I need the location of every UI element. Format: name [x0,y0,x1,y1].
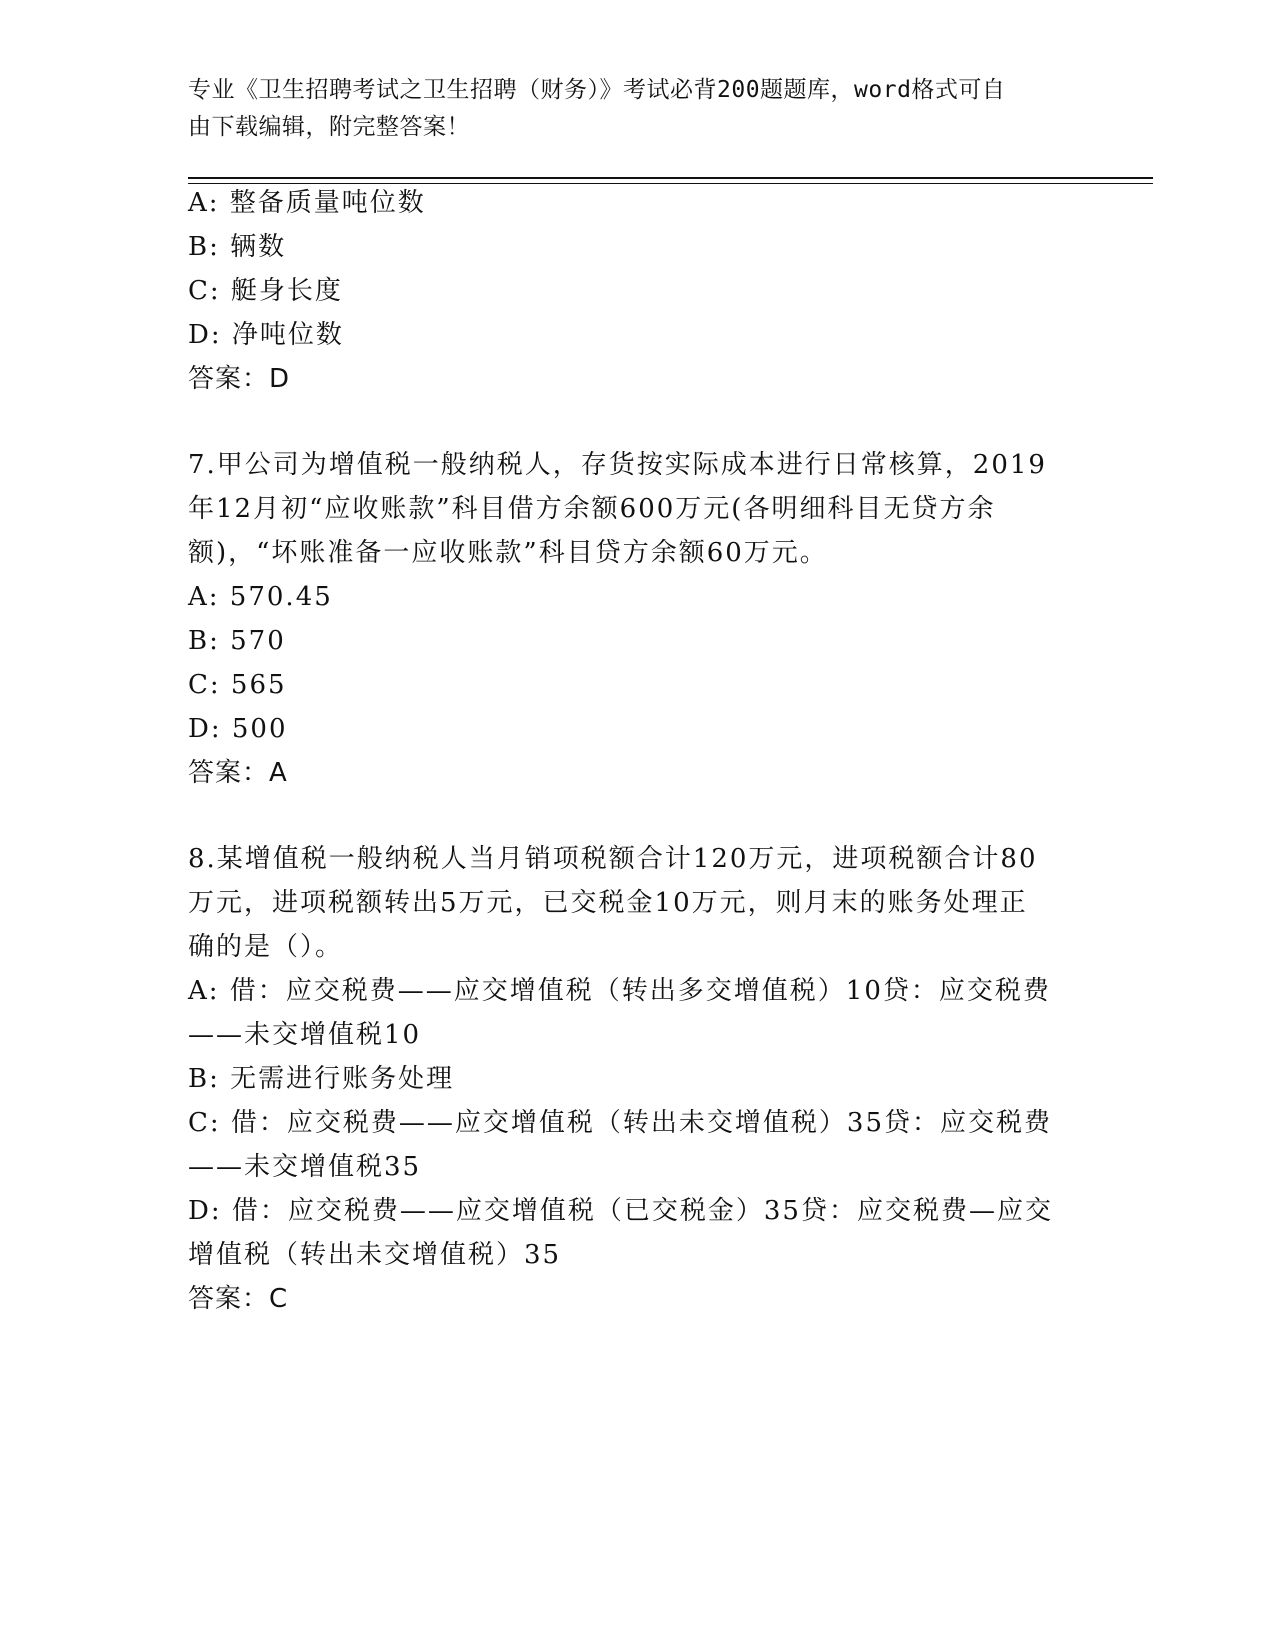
q7-stem-line-3: 额)，“坏账准备一应收账款”科目贷方余额60万元。 [188,538,828,568]
header-divider-thick [188,177,1153,179]
q7-answer: 答案：A [188,758,288,788]
q6-option-c: C: 艇身长度 [188,276,343,306]
document-header [188,72,1088,146]
q8-option-a-line-2: ——未交增值税10 [188,1020,422,1050]
q7-option-a: A: 570.45 [188,582,333,612]
q6-option-b: B: 辆数 [188,232,287,262]
q8-stem-line-2: 万元，进项税额转出5万元，已交税金10万元，则月末的账务处理正 [188,888,1028,918]
q6-answer: 答案：D [188,364,291,394]
q8-answer: 答案：C [188,1284,289,1314]
q8-stem-line-1: 8.某增值税一般纳税人当月销项税额合计120万元，进项税额合计80 [188,844,1038,874]
q7-stem-line-2: 年12月初“应收账款”科目借方余额600万元(各明细科目无贷方余 [188,494,996,524]
q7-stem-line-1: 7.甲公司为增值税一般纳税人，存货按实际成本进行日常核算，2019 [188,450,1047,480]
q8-option-c-line-1: C: 借：应交税费——应交增值税（转出未交增值税）35贷：应交税费 [188,1108,1053,1138]
q7-option-c: C: 565 [188,670,287,700]
q8-option-d-line-1: D: 借：应交税费——应交增值税（已交税金）35贷：应交税费—应交 [188,1196,1053,1226]
q8-option-a-line-1: A: 借：应交税费——应交增值税（转出多交增值税）10贷：应交税费 [188,976,1051,1006]
q8-stem-line-3: 确的是（）。 [188,932,344,962]
q6-option-a: A: 整备质量吨位数 [188,188,426,218]
q7-option-b: B: 570 [188,626,286,656]
q6-option-d: D: 净吨位数 [188,320,344,350]
header-line-2: 由下载编辑，附完整答案！ [188,114,470,140]
q8-option-d-line-2: 增值税（转出未交增值税）35 [188,1240,562,1270]
q7-option-d: D: 500 [188,714,288,744]
q8-option-c-line-2: ——未交增值税35 [188,1152,422,1182]
header-line-1: 专业《卫生招聘考试之卫生招聘（财务）》考试必背200题题库，word格式可自 [188,77,1006,103]
q8-option-b: B: 无需进行账务处理 [188,1064,455,1094]
